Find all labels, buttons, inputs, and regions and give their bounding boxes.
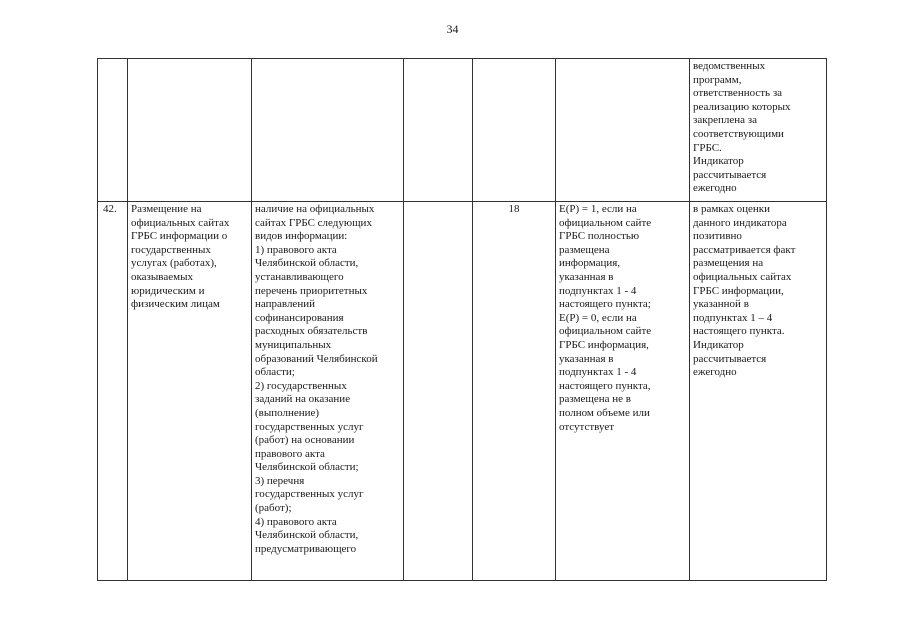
cell-comment: в рамках оценки данного индикатора позитивно рассматривается факт размещения на официальных сайтах ГРБС информации, указанной в подпунктах 1 – 4 настоящего пункта. Индикатор рассчитывается ежегодно bbox=[690, 202, 827, 581]
cell-formula bbox=[556, 59, 690, 202]
cell-formula: E(P) = 1, если на официальном сайте ГРБС полностью размещена информация, указанная в подпунктах 1 - 4 настоящего пункта; E(P) = 0, если на официальном сайте ГРБС информация, указанная в подпунктах 1 - 4 настоящего пункта, размещена не в полном объеме или отсутствует bbox=[556, 202, 690, 581]
table-row-42 bbox=[98, 202, 827, 581]
cell-empty bbox=[404, 59, 473, 202]
cell-weight bbox=[473, 59, 556, 202]
cell-weight: 18 bbox=[473, 202, 556, 581]
cell-description: наличие на официальных сайтах ГРБС следующих видов информации: 1) правового акта Челябинской области, устанавливающего перечень приоритетных направлений софинансирования расходных обязательств муниципальных образований Челябинской области; 2) государственных заданий на оказание (выполнение) государственных услуг (работ) на основании правового акта Челябинской области; 3) перечня государственных услуг (работ); 4) правового акта Челябинской области, предусматривающего bbox=[252, 202, 404, 581]
cell-number bbox=[98, 59, 128, 202]
cell-indicator-name bbox=[128, 59, 252, 202]
table-row-continuation bbox=[98, 59, 827, 202]
cell-description bbox=[252, 59, 404, 202]
cell-comment: ведомственных программ, ответственность за реализацию которых закреплена за соответствующими ГРБС. Индикатор рассчитывается ежегодно bbox=[690, 59, 827, 202]
page-number: 34 bbox=[446, 22, 459, 36]
indicator-table bbox=[97, 58, 827, 581]
cell-number: 42. bbox=[98, 202, 128, 581]
cell-empty bbox=[404, 202, 473, 581]
cell-indicator-name: Размещение на официальных сайтах ГРБС информации о государственных услугах (работах), оказываемых юридическим и физическим лицам bbox=[128, 202, 252, 581]
